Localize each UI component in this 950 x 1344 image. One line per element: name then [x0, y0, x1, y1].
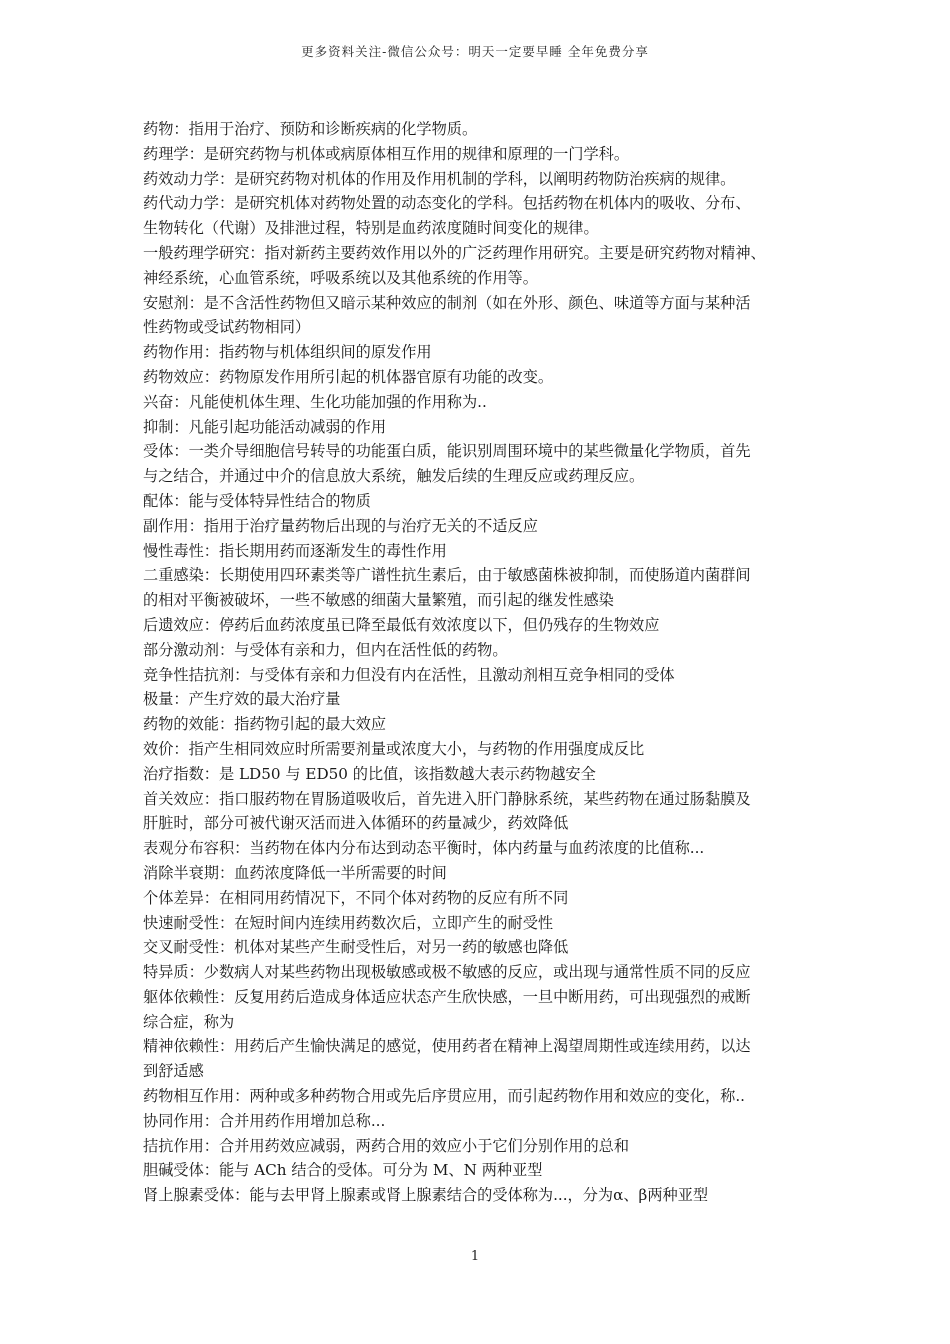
text-line: 兴奋：凡能使机体生理、生化功能加强的作用称为.. [143, 392, 487, 411]
text-line: 治疗指数：是 LD50 与 ED50 的比值，该指数越大表示药物越安全 [143, 764, 596, 783]
text-line: 的相对平衡被破坏，一些不敏感的细菌大量繁殖，而引起的继发性感染 [143, 591, 614, 610]
text-line: 二重感染：长期使用四环素类等广谱性抗生素后，由于敏感菌株被抑制，而使肠道内菌群间 [143, 566, 751, 585]
text-line: 胆碱受体：能与 ACh 结合的受体。可分为 M、N 两种亚型 [143, 1161, 543, 1180]
text-line: 药物效应：药物原发作用所引起的机体器官原有功能的改变。 [143, 367, 554, 386]
page-number: 1 [470, 1249, 480, 1264]
text-line: 药代动力学：是研究机体对药物处置的动态变化的学科。包括药物在机体内的吸收、分布、 [143, 194, 751, 213]
text-line: 生物转化（代谢）及排泄过程，特别是血药浓度随时间变化的规律。 [143, 219, 599, 238]
text-line: 首关效应：指口服药物在胃肠道吸收后，首先进入肝门静脉系统，某些药物在通过肠黏膜及 [143, 789, 751, 808]
text-line: 药物相互作用：两种或多种药物合用或先后序贯应用，而引起药物作用和效应的变化，称.. [143, 1087, 745, 1106]
text-line: 抑制：凡能引起功能活动减弱的作用 [143, 417, 386, 436]
text-line: 慢性毒性：指长期用药而逐渐发生的毒性作用 [143, 541, 447, 560]
text-line: 协同作用：合并用药作用增加总称... [143, 1111, 386, 1130]
text-line: 竞争性拮抗剂：与受体有亲和力但没有内在活性，且激动剂相互竞争相同的受体 [143, 665, 675, 684]
text-line: 特异质：少数病人对某些药物出现极敏感或极不敏感的反应，或出现与通常性质不同的反应 [143, 963, 751, 982]
text-line: 肝脏时，部分可被代谢灭活而进入体循环的药量减少，药效降低 [143, 814, 569, 833]
text-line: 药效动力学：是研究药物对机体的作用及作用机制的学科，以阐明药物防治疾病的规律。 [143, 169, 736, 188]
text-line: 效价：指产生相同效应时所需要剂量或浓度大小，与药物的作用强度成反比 [143, 739, 645, 758]
text-line: 综合症，称为 [143, 1012, 235, 1031]
text-line: 躯体依赖性：反复用药后造成身体适应状态产生欣快感，一旦中断用药，可出现强烈的戒断 [143, 987, 751, 1006]
text-line: 肾上腺素受体：能与去甲肾上腺素或肾上腺素结合的受体称为...，分为α、β两种亚型 [143, 1186, 709, 1205]
text-line: 部分激动剂：与受体有亲和力，但内在活性低的药物。 [143, 640, 508, 659]
text-line: 精神依赖性：用药后产生愉快满足的感觉，使用药者在精神上渴望周期性或连续用药，以达 [143, 1037, 751, 1056]
text-line: 到舒适感 [143, 1062, 204, 1081]
text-line: 后遗效应：停药后血药浓度虽已降至最低有效浓度以下，但仍残存的生物效应 [143, 615, 660, 634]
text-line: 药物：指用于治疗、预防和诊断疾病的化学物质。 [143, 120, 478, 138]
text-line: 一般药理学研究：指对新药主要药效作用以外的广泛药理作用研究。主要是研究药物对精神、 [143, 243, 766, 262]
text-line: 交叉耐受性：机体对某些产生耐受性后，对另一药的敏感也降低 [143, 938, 569, 957]
text-line: 极量：产生疗效的最大治疗量 [143, 690, 341, 709]
text-line: 受体：一类介导细胞信号转导的功能蛋白质，能识别周围环境中的某些微量化学物质，首先 [143, 442, 751, 461]
text-line: 表观分布容积：当药物在体内分布达到动态平衡时，体内药量与血药浓度的比值称... [143, 839, 705, 858]
text-line: 副作用：指用于治疗量药物后出现的与治疗无关的不适反应 [143, 516, 538, 535]
text-line: 神经系统，心血管系统，呼吸系统以及其他系统的作用等。 [143, 268, 538, 287]
text-line: 药物作用：指药物与机体组织间的原发作用 [143, 343, 432, 362]
text-line: 药理学：是研究药物与机体或病原体相互作用的规律和原理的一门学科。 [143, 144, 629, 163]
page-header: 更多资料关注-微信公众号：明天一定要早睡 全年免费分享 [301, 44, 649, 59]
text-line: 消除半衰期：血药浓度降低一半所需要的时间 [143, 863, 447, 882]
text-line: 快速耐受性：在短时间内连续用药数次后，立即产生的耐受性 [143, 913, 554, 932]
text-line: 安慰剂：是不含活性药物但又暗示某种效应的制剂（如在外形、颜色、味道等方面与某种活 [143, 293, 751, 312]
text-line: 性药物或受试药物相同） [143, 318, 311, 337]
document-body [143, 117, 811, 1208]
text-line: 拮抗作用：合并用药效应减弱，两药合用的效应小于它们分别作用的总和 [143, 1136, 629, 1155]
text-line: 药物的效能：指药物引起的最大效应 [143, 715, 386, 734]
text-line: 个体差异：在相同用药情况下，不同个体对药物的反应有所不同 [143, 888, 569, 907]
text-line: 配体：能与受体特异性结合的物质 [143, 491, 371, 510]
text-line: 与之结合，并通过中介的信息放大系统，触发后续的生理反应或药理反应。 [143, 467, 645, 486]
